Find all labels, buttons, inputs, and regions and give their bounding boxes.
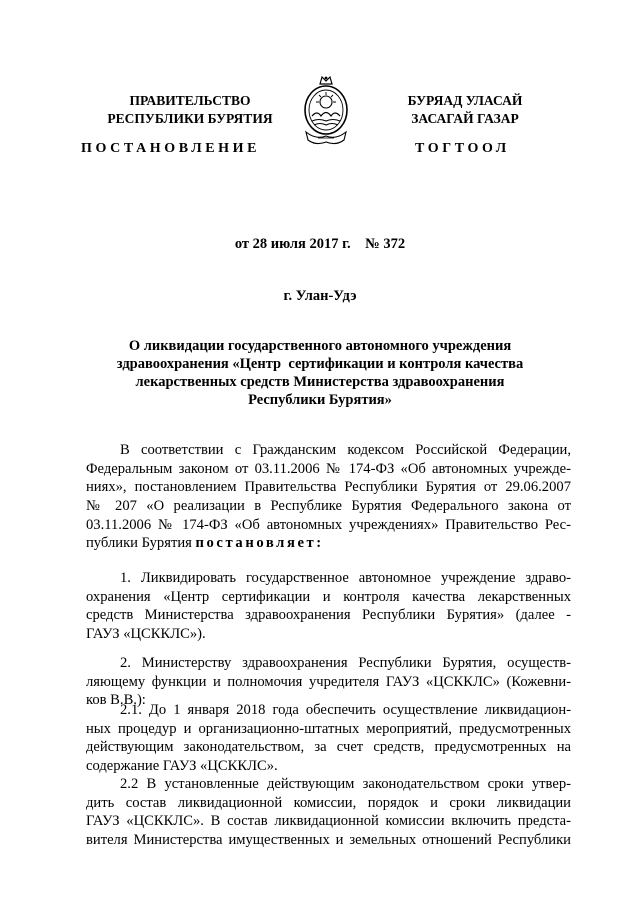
header-right-line2: ЗАСАГАЙ ГАЗАР: [411, 111, 519, 126]
header-right-line1: БУРЯАД УЛАСАЙ: [407, 93, 523, 108]
paragraph-line: содержание ГАУЗ «ЦСККЛС».: [86, 758, 278, 775]
header-right: [365, 92, 565, 128]
paragraph-line: дить состав ликвидационной комиссии, порядок и сроки ликвидации: [86, 794, 571, 811]
paragraph-line: ниях», постановлением Правительства Республики Бурятия от 29.06.2007: [86, 479, 571, 496]
title-line: О ликвидации государственного автономного учреждения: [128, 338, 512, 354]
decree-keyword: постановляет:: [195, 535, 324, 552]
paragraph-line: 2.1. До 1 января 2018 года обеспечить осуществление ликвидацион-: [120, 702, 571, 718]
paragraph-1: [86, 569, 571, 644]
header-left: [90, 92, 290, 128]
paragraph-line: ляющему функции и полномочия учредителя ГАУЗ «ЦСККЛС» (Кожевни-: [86, 673, 571, 690]
paragraph-line: действующим законодательством, за счет средств, предусмотренных на: [86, 739, 571, 756]
date-and-number: от 28 июля 2017 г. № 372: [234, 236, 406, 252]
paragraph-line: [86, 534, 571, 553]
resolution-title-bur: ТОГТООЛ: [415, 141, 510, 156]
paragraph-line: ков В.В.):: [86, 692, 146, 709]
header-left-line1: ПРАВИТЕЛЬСТВО: [129, 93, 251, 108]
paragraph-line: ГАУЗ «ЦСККЛС». В состав ликвидационной комиссии включить предста-: [86, 813, 571, 830]
title-line: лекарственных средств Министерства здравоохранения: [135, 374, 505, 390]
title-line: Республики Бурятия»: [248, 392, 392, 408]
paragraph-2-1: [86, 701, 571, 776]
paragraph-line: В соответствии с Гражданским кодексом Российской Федерации,: [120, 442, 571, 458]
paragraph-line: 2. Министерству здравоохранения Республики Бурятия, осуществ-: [120, 655, 571, 671]
paragraph-line: 2.2 В установленные действующим законодательством сроки утвер-: [120, 776, 571, 792]
paragraph-line: 03.11.2006 № 174-ФЗ «Об автономных учреждениях» Правительство Рес-: [86, 516, 571, 533]
paragraph-line: вителя Министерства имущественных и земельных отношений Республики: [86, 832, 571, 849]
paragraph-line: ГАУЗ «ЦСККЛС»).: [86, 626, 206, 643]
coat-of-arms-icon: [300, 74, 352, 150]
title-line: здравоохранения «Центр сертификации и контроля качества: [116, 356, 524, 372]
paragraph-2-2: [86, 775, 571, 850]
paragraph-line: 1. Ликвидировать государственное автономное учреждение здраво-: [120, 570, 571, 586]
paragraph-line: охранения «Центр сертификации и контроля качества лекарственных: [86, 588, 571, 605]
paragraph-line: Федеральным законом от 03.11.2006 № 174-ФЗ «Об автономных учрежде-: [86, 460, 571, 477]
paragraph-line-text: публики Бурятия: [86, 535, 196, 552]
header-left-line2: РЕСПУБЛИКИ БУРЯТИЯ: [107, 111, 273, 126]
paragraph-preamble: [86, 441, 571, 553]
paragraph-line: средств Министерства здравоохранения Республики Бурятия» (далее -: [86, 607, 571, 624]
paragraph-line: № 207 «О реализации в Республике Бурятия Федерального закона от: [86, 498, 571, 515]
paragraph-line: ных процедур и организационно-штатных мероприятий, предусмотренных: [86, 720, 571, 737]
city: г. Улан-Удэ: [283, 288, 357, 304]
resolution-title-ru: ПОСТАНОВЛЕНИЕ: [81, 141, 261, 156]
document-title: [95, 337, 545, 409]
